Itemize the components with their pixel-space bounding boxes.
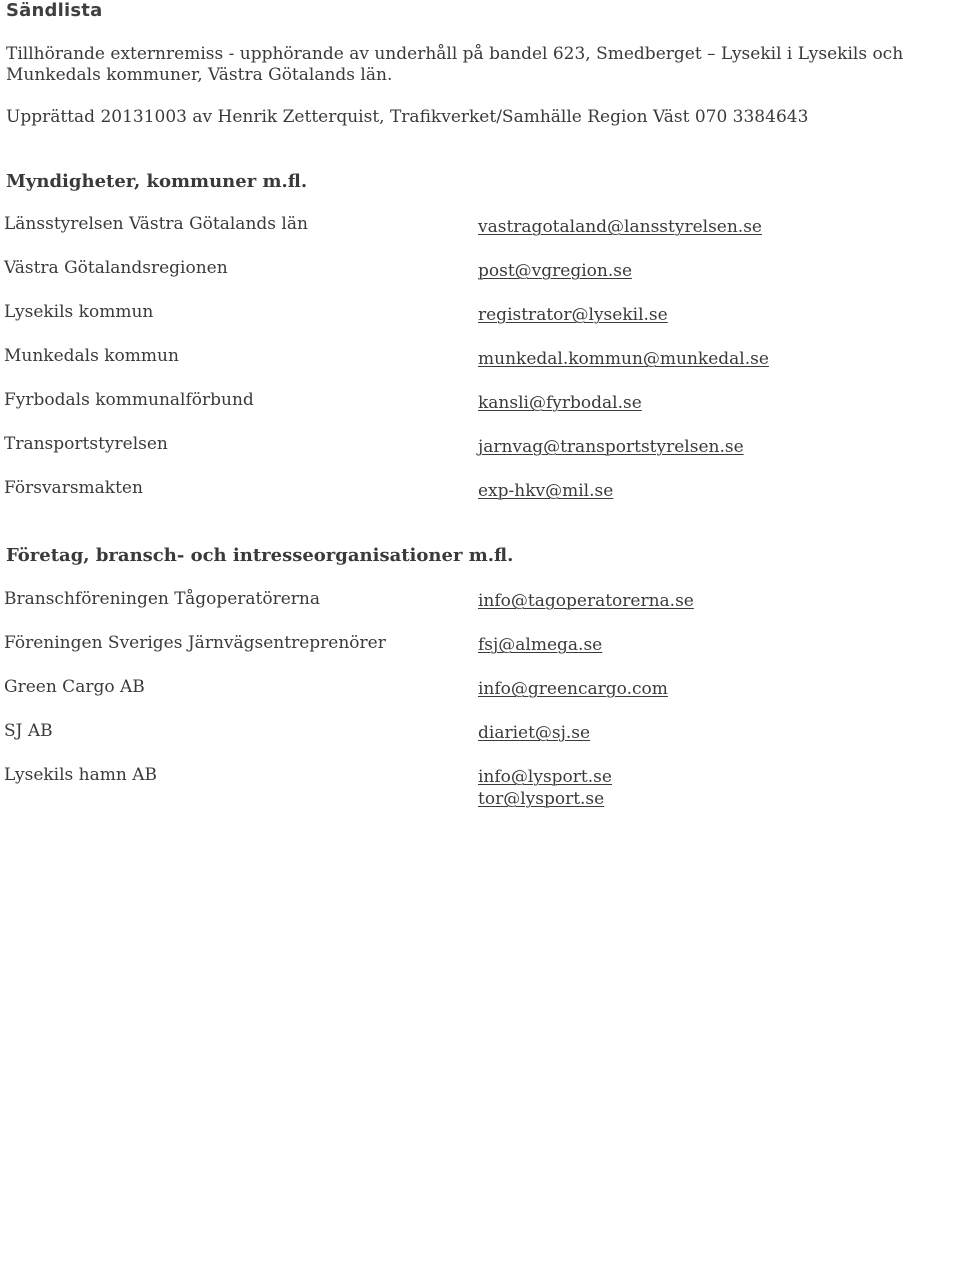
section-heading-authorities: Myndigheter, kommuner m.fl. xyxy=(6,171,308,192)
section-heading-organisations: Företag, bransch- och intresseorganisationer m.fl. xyxy=(6,545,514,566)
recipient-name: Fyrbodals kommunalförbund xyxy=(4,390,254,410)
recipient-name: Försvarsmakten xyxy=(4,478,143,498)
recipient-name: Västra Götalandsregionen xyxy=(4,258,228,278)
recipient-email-link[interactable]: fsj@almega.se xyxy=(478,635,603,655)
recipient-email-link[interactable]: post@vgregion.se xyxy=(478,261,633,281)
recipient-email-link[interactable]: diariet@sj.se xyxy=(478,723,591,743)
recipient-name: Föreningen Sveriges Järnvägsentreprenörer xyxy=(4,633,386,653)
recipient-email-link[interactable]: exp-hkv@mil.se xyxy=(478,481,614,501)
document-title: Sändlista xyxy=(6,0,103,21)
recipient-email-link[interactable]: registrator@lysekil.se xyxy=(478,305,668,325)
recipient-name: Green Cargo AB xyxy=(4,677,145,697)
recipient-name: Lysekils hamn AB xyxy=(4,765,158,785)
recipient-name: Länsstyrelsen Västra Götalands län xyxy=(4,214,308,234)
recipient-email-link[interactable]: tor@lysport.se xyxy=(478,789,605,809)
recipient-email-link[interactable]: jarnvag@transportstyrelsen.se xyxy=(478,437,744,457)
recipient-email-link[interactable]: munkedal.kommun@munkedal.se xyxy=(478,349,769,369)
recipient-email-link[interactable]: info@greencargo.com xyxy=(478,679,668,699)
prepared-by-text: Upprättad 20131003 av Henrik Zetterquist, Trafikverket/Samhälle Region Väst 070 3384643 xyxy=(6,107,809,127)
recipient-name: Lysekils kommun xyxy=(4,302,154,322)
recipient-email-link[interactable]: info@tagoperatorerna.se xyxy=(478,591,694,611)
recipient-name: Munkedals kommun xyxy=(4,346,179,366)
recipient-name: SJ AB xyxy=(4,721,53,741)
recipient-email-link[interactable]: vastragotaland@lansstyrelsen.se xyxy=(478,217,762,237)
recipient-email-link[interactable]: info@lysport.se xyxy=(478,767,612,787)
recipient-name: Branschföreningen Tågoperatörerna xyxy=(4,589,321,609)
recipient-email-link[interactable]: kansli@fyrbodal.se xyxy=(478,393,642,413)
subject-text: Tillhörande externremiss - upphörande av underhåll på bandel 623, Smedberget – Lysekil i Lysekils och Munkedals kommuner, Västra Götalands län. xyxy=(6,44,904,85)
recipient-name: Transportstyrelsen xyxy=(4,434,168,454)
